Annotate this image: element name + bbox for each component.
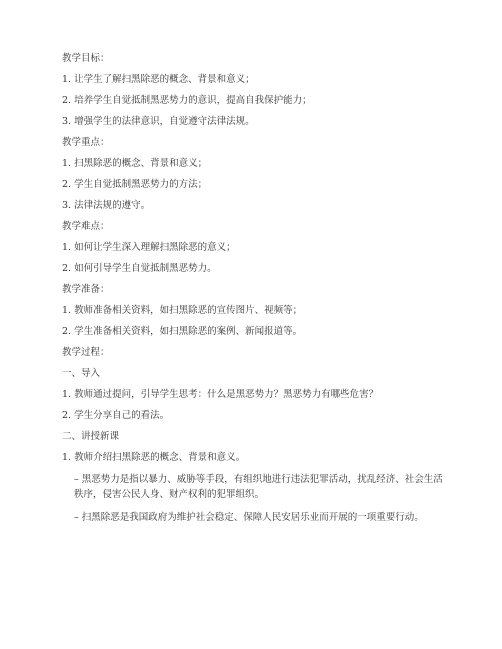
difficulties-item-2: 2. 如何引导学生自觉抵制黑恶势力。 <box>62 263 217 274</box>
key-points-item-1: 1. 扫黑除恶的概念、背景和意义； <box>62 158 208 169</box>
goals-item-2: 2. 培养学生自觉抵制黑恶势力的意识，提高自我保护能力； <box>62 95 312 106</box>
section-1-item-2: 2. 学生分享自己的看法。 <box>62 410 170 421</box>
preparation-item-1: 1. 教师准备相关资料，如扫黑除恶的宣传图片、视频等； <box>62 305 303 316</box>
section-1-title: 一、导入 <box>62 368 101 379</box>
difficulties-heading: 教学难点： <box>62 221 110 232</box>
key-points-heading: 教学重点： <box>62 137 110 148</box>
process-heading: 教学过程： <box>62 347 110 358</box>
document-body <box>62 52 452 525</box>
goals-item-3: 3. 增强学生的法律意识，自觉遵守法律法规。 <box>62 116 255 127</box>
goals-item-1: 1. 让学生了解扫黑除恶的概念、背景和意义； <box>62 74 255 85</box>
goals-heading: 教学目标： <box>62 53 110 64</box>
section-2-title: 二、讲授新课 <box>62 431 120 442</box>
section-2-paragraph-2: – 扫黑除恶是我国政府为维护社会稳定、保障人民安居乐业而开展的一项重要行动。 <box>74 512 424 523</box>
preparation-item-2: 2. 学生准备相关资料，如扫黑除恶的案例、新闻报道等。 <box>62 326 303 337</box>
difficulties-item-1: 1. 如何让学生深入理解扫黑除恶的意义； <box>62 242 236 253</box>
key-points-item-2: 2. 学生自觉抵制黑恶势力的方法； <box>62 179 208 190</box>
section-1-item-1: 1. 教师通过提问，引导学生思考：什么是黑恶势力？黑恶势力有哪些危害？ <box>62 389 379 400</box>
section-2-item-1: 1. 教师介绍扫黑除恶的概念、背景和意义。 <box>62 452 246 463</box>
key-points-item-3: 3. 法律法规的遵守。 <box>62 200 151 211</box>
preparation-heading: 教学准备： <box>62 284 110 295</box>
section-2-paragraph-1: – 黑恶势力是指以暴力、威胁等手段，有组织地进行违法犯罪活动，扰乱经济、社会生活秩序，侵害公民人身、财产权利的犯罪组织。 <box>74 474 443 500</box>
